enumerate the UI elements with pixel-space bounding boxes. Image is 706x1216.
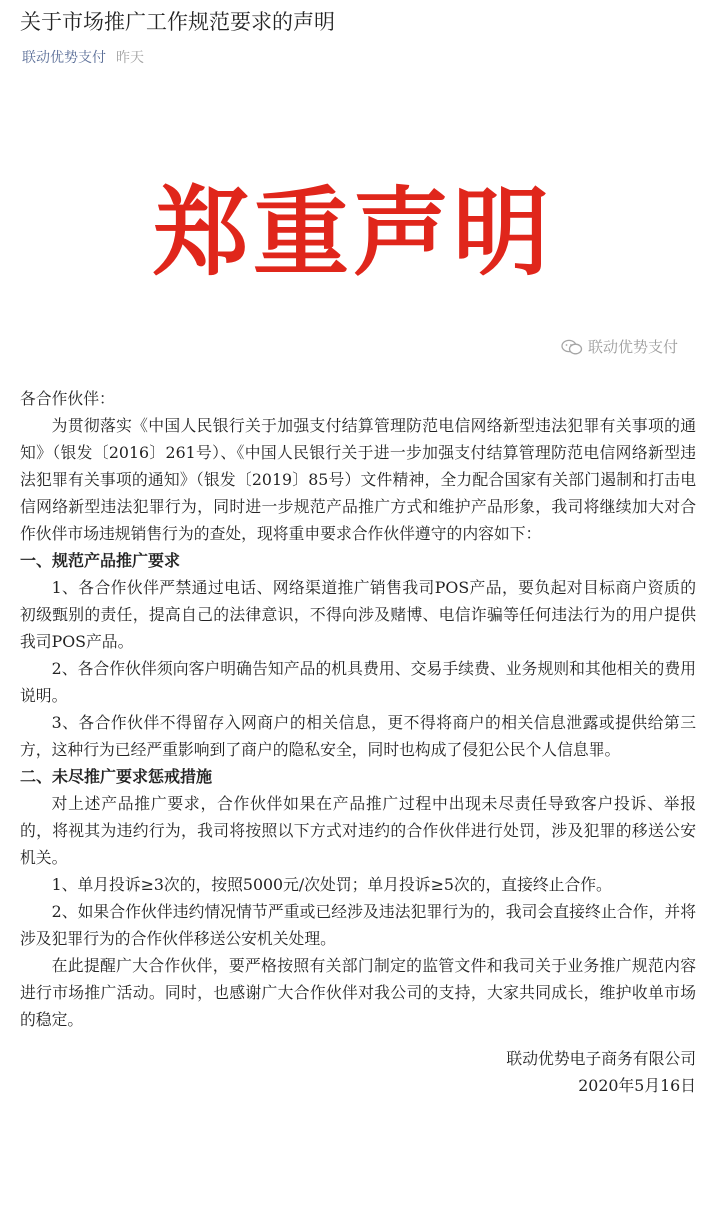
watermark — [561, 336, 678, 357]
statement-date: 2020年5月16日 — [578, 1076, 696, 1095]
section2-item-2: 2、如果合作伙伴违约情况情节严重或已经涉及违法犯罪行为的，我司会直接终止合作，并将涉及犯罪行为的合作伙伴移送公安机关处理。 — [20, 902, 696, 948]
wechat-icon — [561, 339, 583, 355]
watermark-text: 联动优势支付 — [587, 338, 678, 356]
section1-item-3: 3、各合作伙伴不得留存入网商户的相关信息，更不得将商户的相关信息泄露或提供给第三方，这种行为已经严重影响到了商户的隐私安全，同时也构成了侵犯公民个人信息罪。 — [20, 713, 696, 759]
signature: 联动优势电子商务有限公司 — [506, 1049, 696, 1068]
article-title: 关于市场推广工作规范要求的声明 — [20, 10, 335, 34]
section1-item-1: 1、各合作伙伴严禁通过电话、网络渠道推广销售我司POS产品，要负起对目标商户资质的初级甄别的责任，提高自己的法律意识，不得向涉及赌博、电信诈骗等任何违法行为的用户提供我司POS产品。 — [20, 578, 696, 651]
publish-time: 昨天 — [116, 50, 144, 66]
section-heading-2: 二、未尽推广要求惩戒措施 — [20, 767, 213, 786]
closing-paragraph: 在此提醒广大合作伙伴，要严格按照有关部门制定的监管文件和我司关于业务推广规范内容进行市场推广活动。同时，也感谢广大合作伙伴对我公司的支持，大家共同成长，维护收单市场的稳定。 — [20, 956, 696, 1029]
solemn-statement-banner: 郑重声明 — [153, 177, 553, 289]
section2-intro: 对上述产品推广要求，合作伙伴如果在产品推广过程中出现未尽责任导致客户投诉、举报的，将视其为违约行为，我司将按照以下方式对违约的合作伙伴进行处罚，涉及犯罪的移送公安机关。 — [20, 794, 696, 867]
intro-paragraph: 为贯彻落实《中国人民银行关于加强支付结算管理防范电信网络新型违法犯罪有关事项的通知》（银发〔2016〕261号）、《中国人民银行关于进一步加强支付结算管理防范电信网络新型违法犯罪有关事项的通知》（银发〔2019〕85号）文件精神，全力配合国家有关部门遏制和打击电信网络新型违法犯罪行为，同时进一步规范产品推广方式和维护产品形象，我司将继续加大对合作伙伴市场违规销售行为的查处，现将重申要求合作伙伴遵守的内容如下： — [20, 416, 696, 543]
article-meta — [22, 47, 144, 67]
article-body — [20, 385, 696, 1099]
section2-item-1: 1、单月投诉≥3次的，按照5000元/次处罚；单月投诉≥5次的，直接终止合作。 — [51, 875, 612, 894]
section1-item-2: 2、各合作伙伴须向客户明确告知产品的机具费用、交易手续费、业务规则和其他相关的费用说明。 — [20, 659, 696, 705]
account-link[interactable]: 联动优势支付 — [22, 50, 106, 66]
salutation: 各合作伙伴： — [20, 389, 115, 408]
section-heading-1: 一、规范产品推广要求 — [20, 551, 181, 570]
